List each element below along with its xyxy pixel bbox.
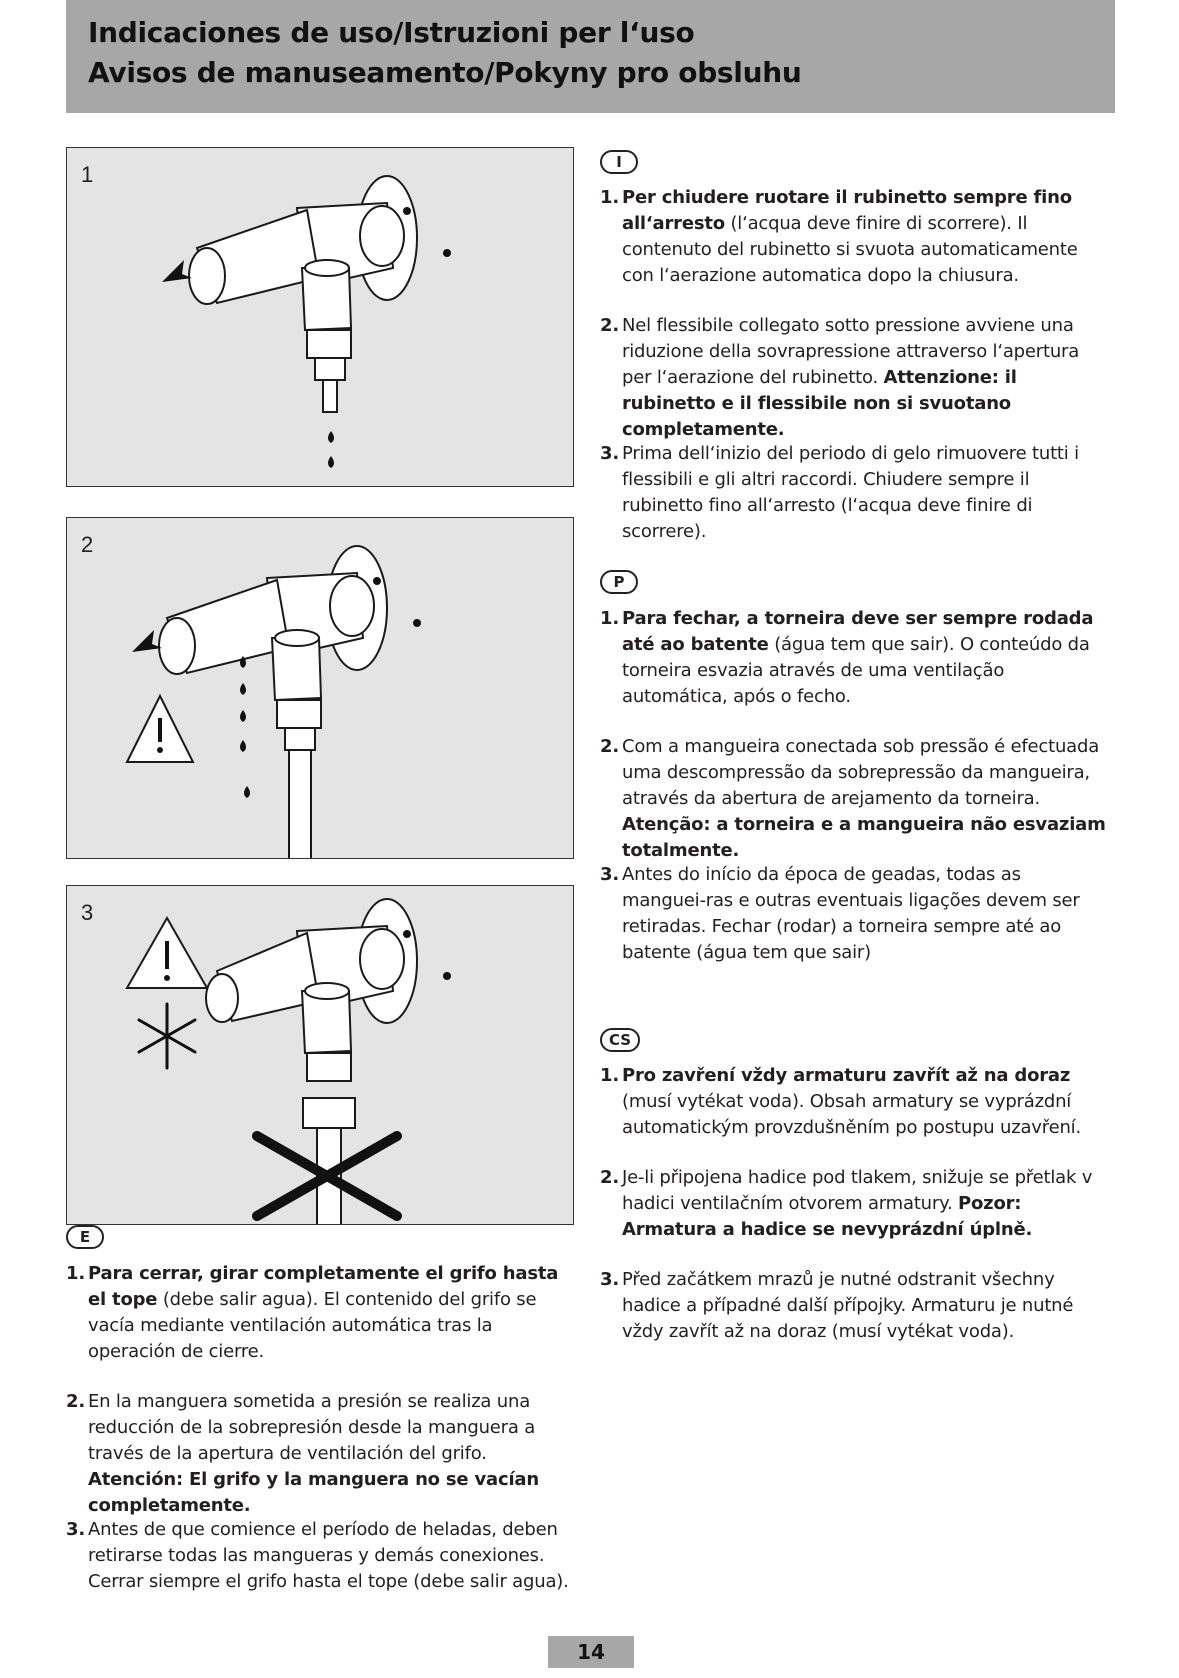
language-badge-es: E [66,1225,104,1249]
list-item: 1. Pro zavření vždy armaturu zavřít až na doraz (musí vytékat voda). Obsah armatury se vyprázdní automatickým provzdušněním po postupu uzavření. [600,1065,1081,1138]
snowflake-icon [139,1004,195,1068]
language-badge-it: I [600,150,638,174]
rotate-arrow-icon [132,630,162,652]
list-item: 1. Para cerrar, girar completamente el grifo hasta el tope (debe salir agua). El contenido del grifo se vacía mediante ventilación automática tras la operación de cierre. [66,1263,559,1362]
figure-panel-1 [66,147,574,487]
list-item: 1. Per chiudere ruotare il rubinetto sempre fino all‘arresto (l‘acqua deve finire di scorrere). Il contenuto del rubinetto si svuota automaticamente con l‘aerazione automatica dopo la chiusura. [600,187,1078,286]
list-item: 2. En la manguera sometida a presión se realiza una reducción de la sobrepresión desde la manguera a través de la apertura de ventilación del grifo. Atención: El grifo y la manguera no se vacían completamente. [66,1391,539,1516]
faucet-illustration [67,518,574,859]
list-item: 3. Prima dell‘inizio del periodo di gelo rimuovere tutti i flessibili e gli altri raccordi. Chiudere sempre il rubinetto fino all‘arresto (l‘acqua deve finire di scorrere). [600,443,1079,542]
faucet-illustration [67,886,574,1225]
rotate-arrow-icon [162,260,192,282]
water-drop-icon [328,431,334,443]
figure-panel-2 [66,517,574,859]
list-item: 3. Před začátkem mrazů je nutné odstranit všechny hadice a případné další přípojky. Armaturu je nutné vždy zavřít až na doraz (musí vytékat voda). [600,1269,1074,1342]
water-drop-icon [328,456,334,468]
figure-number: 3 [81,900,94,925]
faucet-illustration [67,148,574,487]
header-title-line-1: Indicaciones de uso/Istruzioni per l‘uso [88,16,695,49]
list-item: 3. Antes de que comience el período de heladas, deben retirarse todas las mangueras y demás conexiones. Cerrar siempre el grifo hasta el tope (debe salir agua). [66,1519,569,1592]
list-item: 2. Je-li připojena hadice pod tlakem, snižuje se přetlak v hadici ventilačním otvorem armatury. Pozor: Armatura a hadice se nevyprázdní úplně. [600,1167,1093,1240]
header-title-line-2: Avisos de manuseamento/Pokyny pro obsluhu [88,56,802,89]
list-item: 2. Nel flessibile collegato sotto pressione avviene una riduzione della sovrapressione attraverso l‘apertura per l‘aerazione del rubinetto. Attenzione: il rubinetto e il flessibile non si svuotano completamente. [600,315,1080,440]
list-item: 2. Com a mangueira conectada sob pressão é efectuada uma descompressão da sobrepressão da mangueira, através da abertura de arejamento da torneira. Atenção: a torneira e a mangueira não esvaziam totalmente. [600,736,1106,861]
list-item: 1. Para fechar, a torneira deve ser sempre rodada até ao batente (água tem que sair). O conteúdo da torneira esvazia através de uma ventilação automática, após o fecho. [600,608,1094,707]
page-number: 14 [548,1636,634,1668]
list-item: 3. Antes do início da época de geadas, todas as manguei-ras e outras eventuais ligações devem ser retiradas. Fechar (rodar) a torneira sempre até ao batente (água tem que sair) [600,864,1080,963]
figure-number: 1 [81,162,94,187]
figure-number: 2 [81,532,94,557]
language-badge-pt: P [600,570,638,594]
figure-panel-3 [66,885,574,1225]
language-badge-cs: CS [600,1028,640,1052]
page-header [66,0,1115,113]
